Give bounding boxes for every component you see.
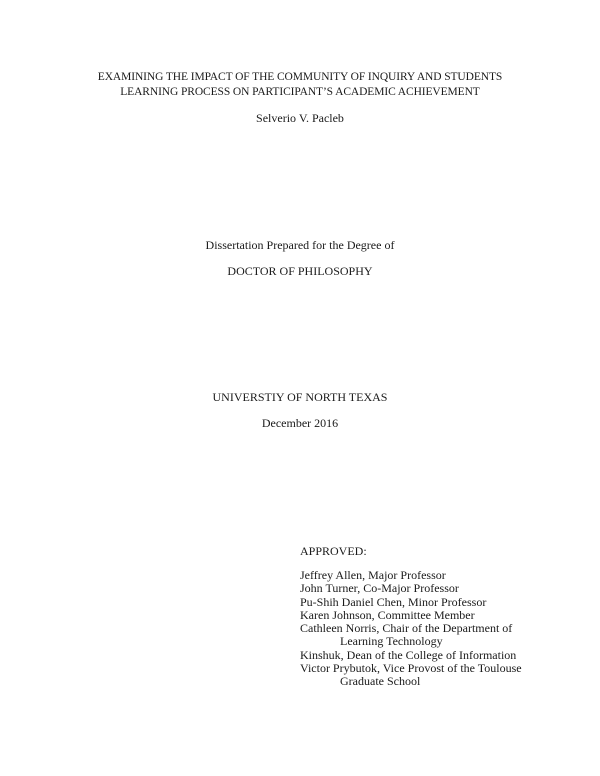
committee-member: Victor Prybutok, Vice Provost of the Toulouse	[300, 661, 522, 676]
committee-member: Karen Johnson, Committee Member	[300, 607, 475, 622]
committee-member: Cathleen Norris, Chair of the Department of	[300, 621, 513, 636]
committee-member: John Turner, Co-Major Professor	[300, 581, 459, 596]
degree-name: DOCTOR OF PHILOSOPHY	[227, 264, 373, 278]
committee-member-continuation: Graduate School	[340, 674, 421, 689]
title-line-1: EXAMINING THE IMPACT OF THE COMMUNITY OF INQUIRY AND STUDENTS	[97, 71, 503, 83]
dissertation-title	[0, 70, 600, 100]
committee-member-continuation: Learning Technology	[340, 634, 443, 649]
committee-member: Pu-Shih Daniel Chen, Minor Professor	[300, 594, 487, 609]
committee-member: Kinshuk, Dean of the College of Information	[300, 647, 517, 662]
submission-date: December 2016	[261, 416, 339, 430]
author-name: Selverio V. Pacleb	[256, 111, 344, 125]
approved-heading: APPROVED:	[300, 544, 367, 558]
university-name: UNIVERSTIY OF NORTH TEXAS	[212, 390, 388, 404]
committee-list	[300, 569, 522, 689]
committee-member: Jeffrey Allen, Major Professor	[300, 568, 446, 582]
degree-statement: Dissertation Prepared for the Degree of	[205, 238, 395, 252]
title-line-2: LEARNING PROCESS ON PARTICIPANT’S ACADEMIC ACHIEVEMENT	[120, 86, 480, 98]
